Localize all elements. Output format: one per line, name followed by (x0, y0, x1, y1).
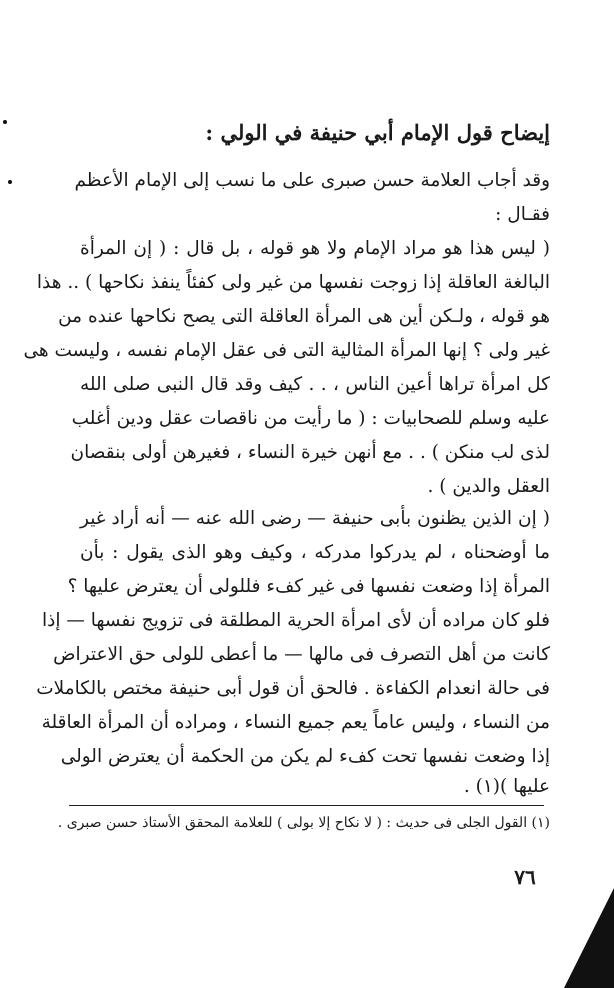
footnote: (١) القول الجلى فى حديث : ( لا نكاح إلا بولى ) للعلامة المحقق الأستاذ حسن صبرى . (57, 815, 550, 831)
text-line: العقل والدين ) . (427, 476, 550, 497)
margin-mark (3, 120, 7, 124)
text-line: ( إن الذين يظنون بأبى حنيفة — رضى الله عنه — أنه أراد غير (80, 508, 550, 529)
text-line: البالغة العاقلة إذا زوجت نفسها من غير ولى كفئاً ينفذ نكاحها ) .. هذا (36, 272, 550, 293)
text-line: المرأة إذا وضعت نفسها فى غير كفء فللولى أن يعترض عليها ؟ (67, 576, 550, 597)
text-line: هو قوله ، ولـكن أين هى المرأة العاقلة التى يصح نكاحها عنده من (58, 306, 550, 327)
page-number: ٧٦ (514, 865, 536, 889)
text-line: وقد أجاب العلامة حسن صبرى على ما نسب إلى الإمام الأعظم (74, 170, 550, 191)
text-line: فقـال : (495, 204, 550, 225)
text-line: لذى لب منكن ) . . مع أنهن خيرة النساء ، فغيرهن أولى بنقصان (70, 442, 550, 463)
scan-corner-shadow (564, 888, 614, 988)
margin-mark (8, 180, 12, 184)
text-line: من النساء ، وليس عاماً يعم جميع النساء ، ومراده أن المرأة العاقلة (41, 712, 550, 733)
text-line: عليه وسلم للصحابيات : ( ما رأيت من ناقصات عقل ودين أغلب (71, 408, 550, 429)
text-line: كل امرأة تراها أعين الناس ، . . كيف وقد قال النبى صلى الله (80, 374, 550, 395)
text-line: ( ليس هذا هو مراد الإمام ولا هو قوله ، بل قال : ( إن المرأة (80, 238, 550, 259)
section-heading: إيضاح قول الإمام أبي حنيفة في الولي : (205, 120, 550, 145)
text-line: كانت من أهل التصرف فى مالها — ما أعطى للولى حق الاعتراض (53, 644, 550, 665)
text-line: غير ولى ؟ إنها المرأة المثالية التى فى عقل الإمام نفسه ، وليست هى (23, 340, 550, 361)
text-line: فلو كان مراده أن لأى امرأة الحرية المطلقة فى تزويج نفسها — إذا (41, 610, 550, 631)
text-line: ما أوضحناه ، لم يدركوا مدركه ، وكيف وهو الذى يقول : بأن (80, 542, 550, 563)
text-line: إذا وضعت نفسها تحت كفء لم يكن من الحكمة أن يعترض الولى (60, 746, 550, 767)
text-line: عليها )(١) . (463, 776, 550, 797)
text-line: فى حالة انعدام الكفاءة . فالحق أن قول أبى حنيفة مختص بالكاملات (36, 678, 550, 699)
footnote-divider (69, 805, 544, 806)
